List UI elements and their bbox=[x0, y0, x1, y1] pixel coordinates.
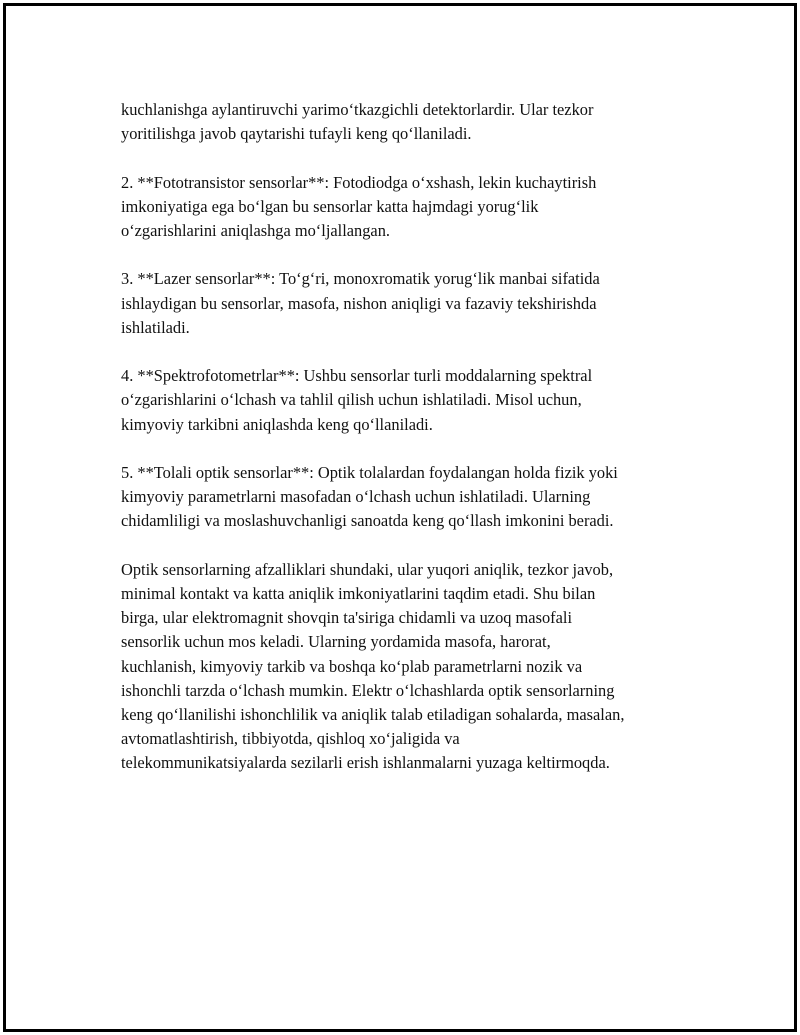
paragraph-spectrophotometers: 4. **Spektrofotometrlar**: Ushbu sensorlar turli moddalarning spektral o‘zgarishlarini o‘lchash va tahlil qilish uchun ishlatiladi. Misol uchun, kimyoviy tarkibni aniqlashda keng qo‘llaniladi. bbox=[121, 366, 593, 434]
paragraph-laser-sensors: 3. **Lazer sensorlar**: To‘g‘ri, monoxromatik yorug‘lik manbai sifatida ishlaydigan bu sensorlar, masofa, nishon aniqligi va fazaviy tekshirishda ishlatiladi. bbox=[121, 269, 600, 337]
page-border bbox=[3, 3, 797, 1032]
paragraph-advantages: Optik sensorlarning afzalliklari shundaki, ular yuqori aniqlik, tezkor javob, minimal kontakt va katta aniqlik imkoniyatlarini taqdim etadi. Shu bilan birga, ular elektromagnit shovqin ta'siriga chidamli va uzoq masofali sensorlik uchun mos keladi. Ularning yordamida masofa, harorat, kuchlanish, kimyoviy tarkib va boshqa ko‘plab parametrlarni nozik va ishonchli tarzda o‘lchash mumkin. Elektr o‘lchashlarda optik sensorlarning keng qo‘llanilishi ishonchlilik va aniqlik talab etiladigan sohalarda, masalan, avtomatlashtirish, tibbiyotda, qishloq xo‘jaligida va telekommunikatsiyalarda sezilarli erish ishlanmalarni yuzaga keltirmoqda. bbox=[121, 559, 625, 773]
document-body bbox=[121, 98, 701, 800]
paragraph-phototransistor-sensors: 2. **Fototransistor sensorlar**: Fotodiodga o‘xshash, lekin kuchaytirish imkoniyatiga ega bo‘lgan bu sensorlar katta hajmdagi yorug‘lik o‘zgarishlarini aniqlashga mo‘ljallangan. bbox=[121, 172, 597, 240]
paragraph-photodiode-continuation: kuchlanishga aylantiruvchi yarimo‘tkazgichli detektorlardir. Ular tezkor yoritilishga javob qaytarishi tufayli keng qo‘llaniladi. bbox=[121, 100, 594, 144]
paragraph-fiber-optic-sensors: 5. **Tolali optik sensorlar**: Optik tolalardan foydalangan holda fizik yoki kimyoviy parametrlarni masofadan o‘lchash uchun ishlatiladi. Ularning chidamliligi va moslashuvchanligi sanoatda keng qo‘llash imkonini beradi. bbox=[121, 462, 618, 531]
